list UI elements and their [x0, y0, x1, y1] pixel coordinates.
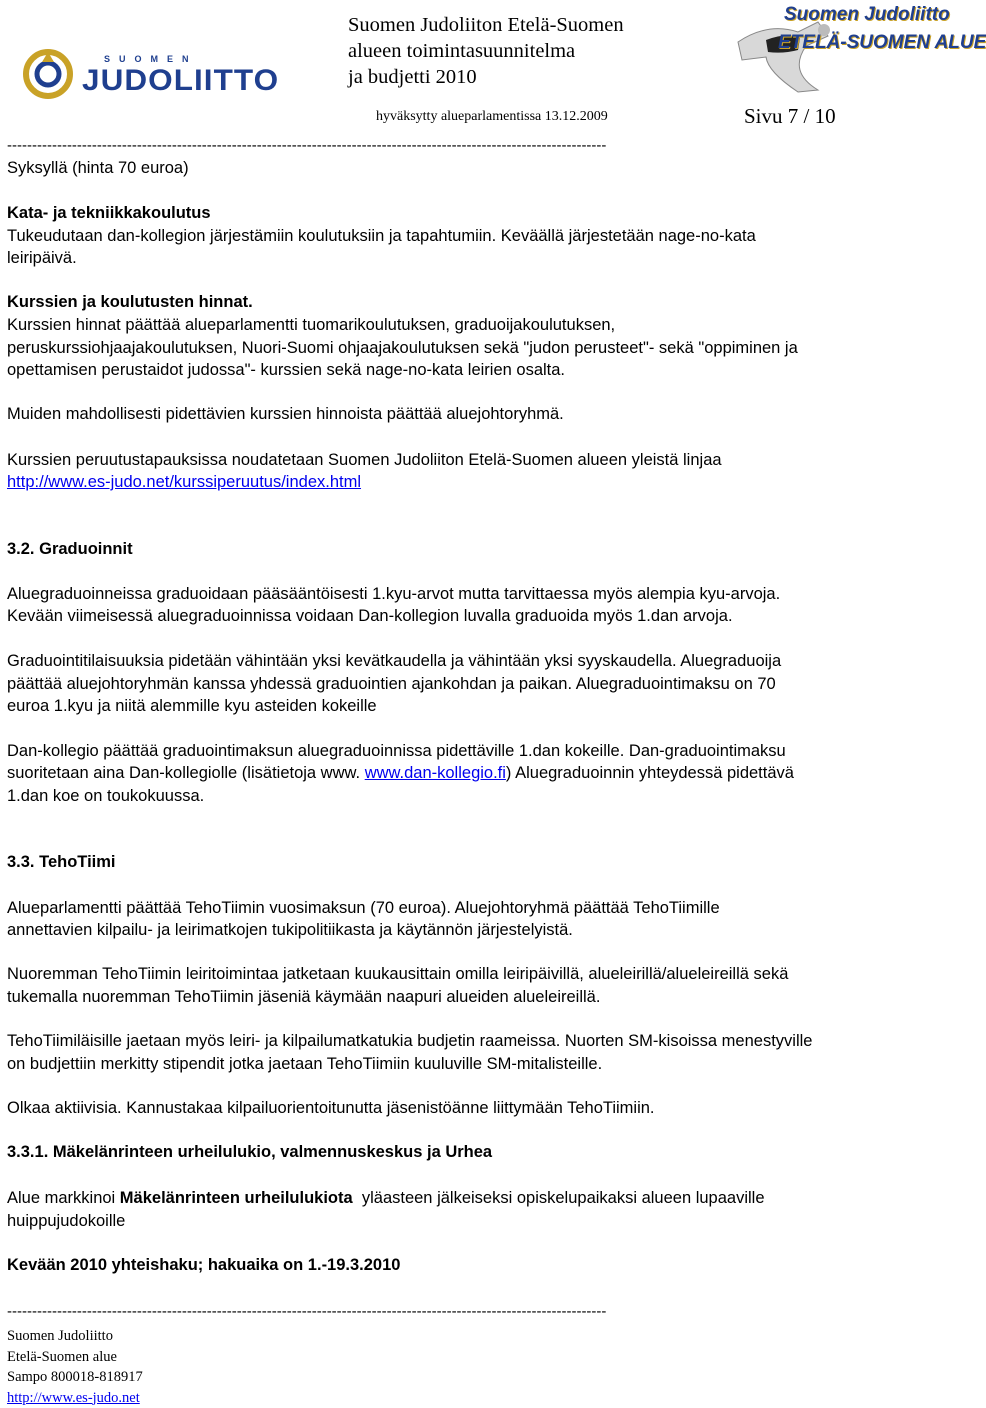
region-logo	[728, 2, 986, 94]
logo-emblem-icon	[24, 48, 76, 100]
paragraph-line: Muiden mahdollisesti pidettävien kurssien hinnoista päättää aluejohtoryhmä.	[7, 405, 564, 423]
paragraph-line: päättää aluejohtoryhmän kanssa yhdessä graduointien ajankohdan ja paikan. Aluegraduointimaksu on 70	[7, 675, 776, 693]
paragraph-line: Tukeudutaan dan-kollegion järjestämiin koulutuksiin ja tapahtumiin. Keväällä järjestetään nage-no-kata	[7, 227, 756, 245]
document-title	[348, 12, 624, 90]
application-period: Kevään 2010 yhteishaku; hakuaika on 1.-19.3.2010	[7, 1256, 401, 1274]
text-segment: suoritetaan aina Dan-kollegiolle (lisätietoja www.	[7, 764, 365, 782]
paragraph-line: Nuoremman TehoTiimin leiritoimintaa jatketaan kuukausittain omilla leiripäivillä, alueleirillä/alueleireillä sekä	[7, 965, 789, 983]
judoliitto-logo	[24, 48, 304, 100]
footer-org: Suomen Judoliitto	[7, 1328, 113, 1344]
paragraph-line: huippujudokoille	[7, 1212, 126, 1230]
heading-prices: Kurssien ja koulutusten hinnat.	[7, 293, 253, 311]
paragraph-line: Kurssien peruutustapauksissa noudatetaan Suomen Judoliiton Etelä-Suomen alueen yleistä linjaa	[7, 451, 722, 469]
title-line-3: ja budjetti 2010	[348, 66, 477, 88]
heading-kata: Kata- ja tekniikkakoulutus	[7, 204, 211, 222]
paragraph-line: Kevään viimeisessä aluegraduoinnissa voidaan Dan-kollegion luvalla graduoida myös 1.dan arvoja.	[7, 607, 733, 625]
link-line	[7, 471, 361, 493]
page-number: Sivu 7 / 10	[744, 104, 836, 128]
school-name: Mäkelänrinteen urheilulukiota	[119, 1189, 353, 1207]
title-line-1: Suomen Judoliiton Etelä-Suomen	[348, 14, 624, 36]
region-logo-line-2: ETELÄ-SUOMEN ALUE	[778, 32, 986, 53]
dan-kollegio-link[interactable]: www.dan-kollegio.fi	[364, 764, 506, 782]
paragraph-line: TehoTiimiläisille jaetaan myös leiri- ja kilpailumatkatukia budjetin raameissa. Nuorten SM-kisoissa menestyville	[7, 1032, 813, 1050]
text-segment: Alue markkinoi	[7, 1189, 120, 1207]
approved-note: hyväksytty alueparlamentissa 13.12.2009	[376, 109, 608, 124]
paragraph-line: Graduointitilaisuuksia pidetään vähintään yksi kevätkaudella ja vähintään yksi syyskaudella. Aluegraduoija	[7, 652, 782, 670]
paragraph-line: annettavien kilpailu- ja leirimatkojen tukipolitiikasta ja käytännön järjestelyistä.	[7, 921, 573, 939]
heading-tehotiimi: 3.3. TehoTiimi	[7, 853, 116, 871]
paragraph-line: Dan-kollegio päättää graduointimaksun aluegraduoinnissa pidettäville 1.dan kokeille. Dan-graduointimaksu	[7, 742, 786, 760]
paragraph-line-mixed	[7, 1187, 765, 1209]
paragraph-line: tukemalla nuoremman TehoTiimin jäseniä käymään naapuri alueiden alueleireillä.	[7, 988, 601, 1006]
paragraph-line: Olkaa aktiivisia. Kannustakaa kilpailuorientoitunutta jäsenistöänne liittymään TehoTiimiin.	[7, 1099, 655, 1117]
paragraph-line: leiripäivä.	[7, 249, 77, 267]
paragraph-line-with-link	[7, 762, 794, 784]
footer-website-link[interactable]: http://www.es-judo.net	[7, 1389, 140, 1406]
paragraph-line: peruskurssiohjaajakoulutuksen, Nuori-Suomi ohjaajakoulutuksen sekä "judon perusteet"- sekä "oppiminen ja	[7, 339, 798, 357]
text-segment: yläasteen jälkeiseksi opiskelupaikaksi alueen lupaaville	[352, 1189, 765, 1207]
paragraph-line: Aluegraduoinneissa graduoidaan pääsääntöisesti 1.kyu-arvot mutta tarvittaessa myös alempia kyu-arvoja.	[7, 585, 781, 603]
header-divider: ------------------------------------------------------------------------------------------------------------------------	[7, 137, 607, 154]
paragraph-line: Alueparlamentti päättää TehoTiimin vuosimaksun (70 euroa). Aluejohtoryhmä päättää TehoTiimille	[7, 899, 720, 917]
footer-info	[7, 1326, 143, 1408]
paragraph-line: Kurssien hinnat päättää alueparlamentti tuomarikoulutuksen, graduoijakoulutuksen,	[7, 316, 616, 334]
heading-makelanrinne: 3.3.1. Mäkelänrinteen urheilulukio, valmennuskeskus ja Urhea	[7, 1143, 493, 1161]
region-logo-line-1: Suomen Judoliitto	[784, 4, 950, 25]
logo-small-text: SUOMEN	[104, 54, 198, 64]
heading-graduations: 3.2. Graduoinnit	[7, 540, 133, 558]
paragraph-line: euroa 1.kyu ja niitä alemmille kyu asteiden kokeille	[7, 697, 377, 715]
logo-main-text: JUDOLIITTO	[82, 64, 280, 97]
title-line-2: alueen toimintasuunnitelma	[348, 40, 576, 62]
paragraph-line: opettamisen perustaidot judossa"- kurssien sekä nage-no-kata leirien osalta.	[7, 361, 566, 379]
paragraph-line: 1.dan koe on toukokuussa.	[7, 787, 205, 805]
autumn-price: Syksyllä (hinta 70 euroa)	[7, 159, 189, 177]
footer-region: Etelä-Suomen alue	[7, 1348, 117, 1365]
footer-account: Sampo 800018-818917	[7, 1369, 143, 1385]
paragraph-line: on budjettiin merkitty stipendit jotka jaetaan TehoTiimiin kuuluville SM-mitalisteille.	[7, 1055, 603, 1073]
text-segment: ) Aluegraduoinnin yhteydessä pidettävä	[505, 764, 794, 782]
cancellation-policy-link[interactable]: http://www.es-judo.net/kurssiperuutus/index.html	[7, 473, 362, 491]
footer-divider: ------------------------------------------------------------------------------------------------------------------------	[7, 1303, 607, 1320]
